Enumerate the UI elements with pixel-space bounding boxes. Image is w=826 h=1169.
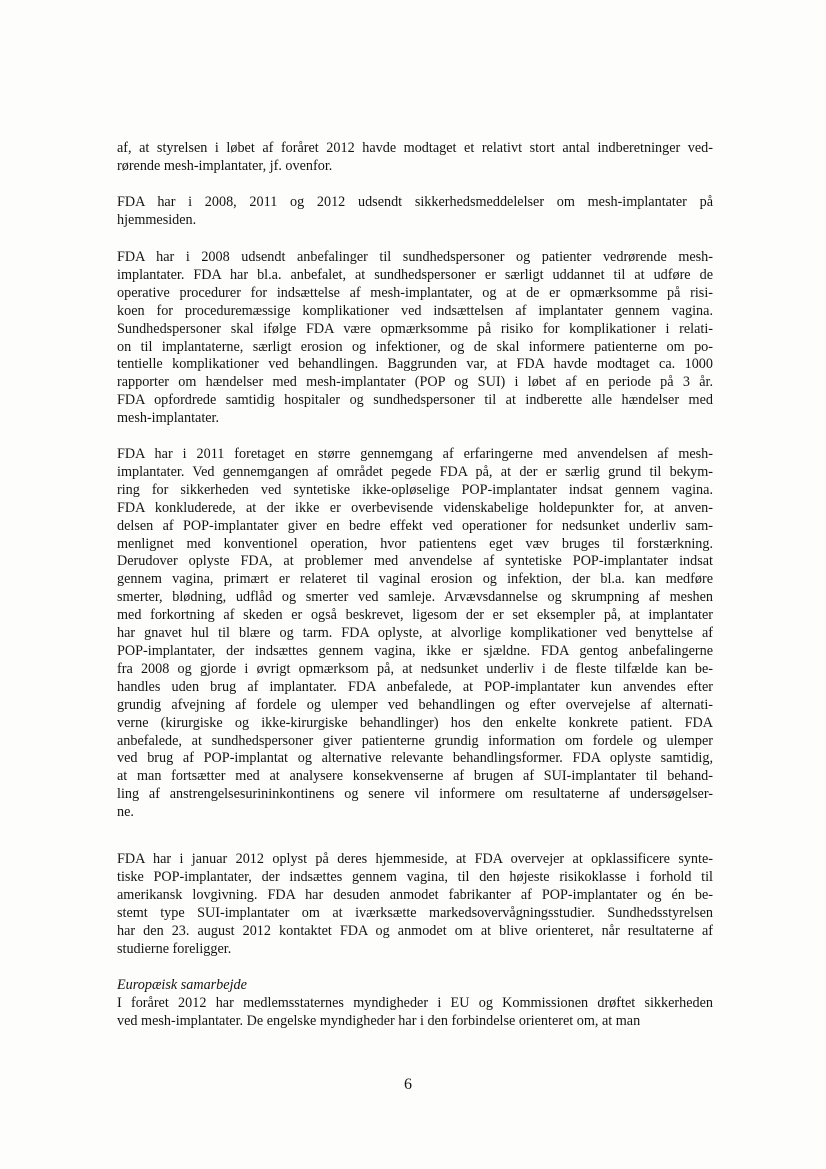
text-line: menlignet med konventionel operation, hvor patientens eget væv bruges til forstærkning. [117, 535, 713, 552]
paragraph-1 [117, 140, 713, 176]
text-line: at man fortsætter med at analysere konsekvenserne af brugen af SUI-implantater til behand- [117, 768, 713, 785]
text-line: fra 2008 og gjorde i øvrigt opmærksom på, at nedsunket underliv i de fleste tilfælde kan be- [117, 660, 713, 677]
text-line: smerter, blødning, udflåd og smerter ved samleje. Arvævsdannelse og skrumpning af meshen [117, 589, 713, 606]
text-line: tentielle komplikationer ved behandlingen. Baggrunden var, at FDA havde modtaget ca. 1000 [117, 356, 713, 373]
text-line: FDA har i januar 2012 oplyst på deres hjemmeside, at FDA overvejer at opklassificere synte- [117, 851, 713, 867]
text-line: FDA opfordrede samtidig hospitaler og sundhedspersoner til at indberette alle hændelser med [117, 392, 713, 409]
text-line: I foråret 2012 har medlemsstaternes myndigheder i EU og Kommissionen drøftet sikkerheden [117, 994, 713, 1011]
text-line: studierne foreligger. [117, 940, 232, 957]
text-line: har gnavet hul til blære og tarm. FDA oplyste, at alvorlige komplikationer ved benyttelse af [117, 625, 713, 642]
text-line: ne. [117, 804, 134, 821]
text-line: rørende mesh-implantater, jf. ovenfor. [117, 157, 333, 174]
paragraph-5 [117, 851, 713, 958]
text-line: operative procedurer for indsættelse af mesh-implantater, og at de er opmærksomme på risi- [117, 284, 713, 301]
text-line: rapporter om hændelser med mesh-implantater (POP og SUI) i løbet af en periode på 3 år. [117, 374, 713, 391]
text-line: har den 23. august 2012 kontaktet FDA og anmodet om at blive orienteret, når resultaterne af [117, 922, 713, 939]
text-line: verne (kirurgiske og ikke-kirurgiske behandlinger) hos den enkelte konkrete patient. FDA [117, 714, 713, 731]
text-line: mesh-implantater. [117, 410, 220, 427]
text-line: af, at styrelsen i løbet af foråret 2012 havde modtaget et relativt stort antal indberetninger ved- [117, 140, 713, 156]
text-line: med forkortning af skeden er også beskrevet, ligesom der er set eksempler på, at implantater [117, 607, 713, 624]
section-heading: Europæisk samarbejde [117, 977, 247, 993]
text-line: ling af anstrengelsesurininkontinens og senere vil informere om resultaterne af undersøgelser- [117, 786, 713, 803]
text-line: koen for proceduremæssige komplikationer ved indsættelsen af implantater gennem vagina. [117, 302, 713, 319]
text-line: implantater. Ved gennemgangen af området pegede FDA på, at der er særlig grund til bekym- [117, 463, 713, 480]
text-line: Derudover oplyste FDA, at problemer med anvendelse af syntetiske POP-implantater indsat [117, 553, 713, 570]
paragraph-4 [117, 446, 713, 822]
text-line: FDA har i 2008 udsendt anbefalinger til sundhedspersoner og patienter vedrørende mesh- [117, 249, 713, 265]
text-line: FDA har i 2011 foretaget en større gennemgang af erfaringerne med anvendelsen af mesh- [117, 446, 713, 462]
text-line: implantater. FDA har bl.a. anbefalet, at sundhedspersoner er særligt uddannet til at udføre de [117, 266, 713, 283]
text-line: gennem vagina, primært er relateret til vaginal erosion og infektion, der bl.a. kan medføre [117, 571, 713, 588]
text-line: ved brug af POP-implantat og alternative relevante behandlingsformer. FDA oplyste samtidig, [117, 750, 713, 767]
text-line: ved mesh-implantater. De engelske myndigheder har i den forbindelse orienteret om, at man [117, 1012, 641, 1029]
text-line: ring for sikkerheden ved syntetiske ikke-opløselige POP-implantater indsat gennem vagina. [117, 481, 713, 498]
text-line: FDA har i 2008, 2011 og 2012 udsendt sikkerhedsmeddelelser om mesh-implantater på [117, 194, 713, 210]
text-line: tiske POP-implantater, der indsættes gennem vagina, til den højeste risikoklasse i forhold til [117, 868, 713, 885]
paragraph-3 [117, 249, 713, 428]
paragraph-2 [117, 194, 713, 230]
text-line: POP-implantater, der indsættes gennem vagina, ikke er sjældne. FDA gentog anbefalingerne [117, 642, 713, 659]
text-line: on til implantaterne, særligt erosion og infektioner, og de skal informere patienterne om po- [117, 338, 713, 355]
text-line: Sundhedspersoner skal ifølge FDA være opmærksomme på risiko for komplikationer i relati- [117, 320, 713, 337]
text-line: anbefalede, at sundhedspersoner giver patienterne grundig information om fordele og ulemper [117, 732, 713, 749]
text-line: stemt type SUI-implantater om at iværksætte markedsovervågningsstudier. Sundhedsstyrelsen [117, 904, 713, 921]
text-line: handles uden brug af implantater. FDA anbefalede, at POP-implantater kun anvendes efter [117, 678, 713, 695]
text-line: hjemmesiden. [117, 211, 197, 228]
text-line: delsen af POP-implantater giver en bedre effekt ved operationer for nedsunket underliv sam- [117, 517, 713, 534]
page-number: 6 [404, 1076, 412, 1093]
text-line: grundig afvejning af fordele og ulemper ved behandlingen og efter overvejelse af alternati- [117, 696, 713, 713]
section-europaeisk-samarbejde [117, 977, 713, 1031]
text-line: FDA konkluderede, at der ikke er overbevisende videnskabelige holdepunkter for, at anven- [117, 499, 713, 516]
text-line: amerikansk lovgivning. FDA har desuden anmodet fabrikanter af POP-implantater og én be- [117, 886, 713, 903]
